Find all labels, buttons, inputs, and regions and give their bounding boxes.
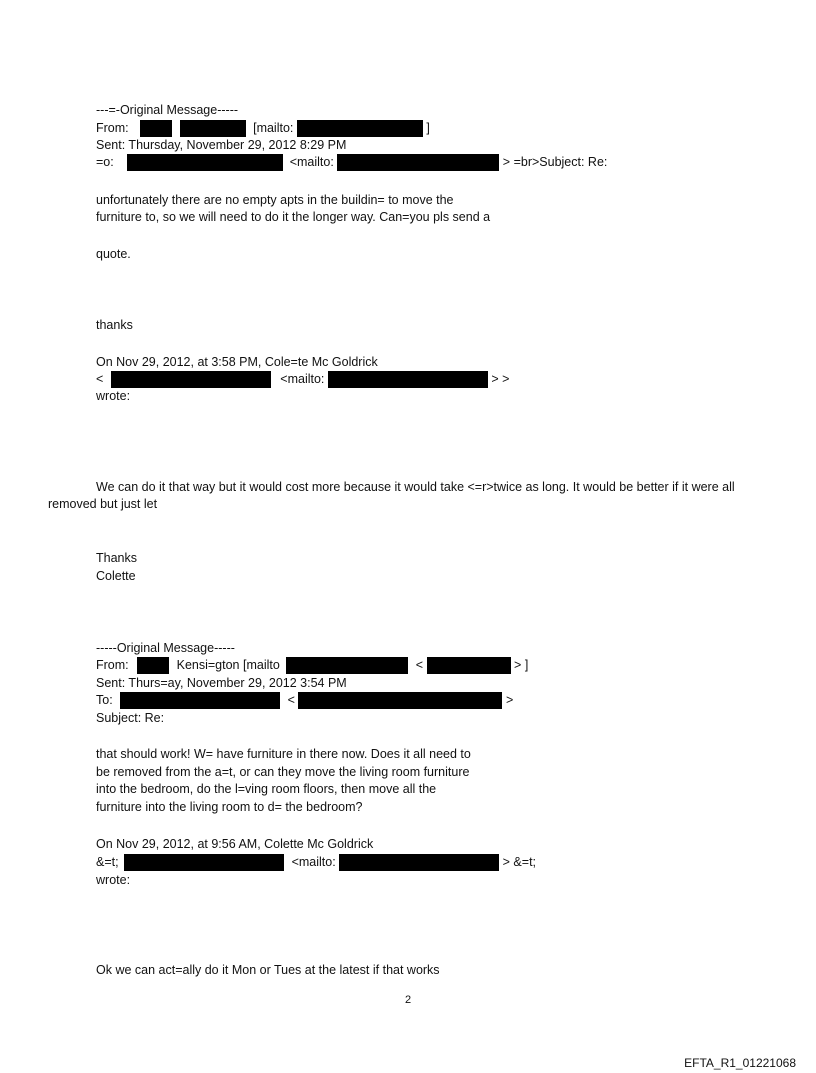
reply-line: Ok we can act=ally do it Mon or Tues at the latest if that works: [96, 963, 440, 977]
redaction-block: [297, 120, 423, 137]
body-line: furniture to, so we will need to do it the longer way. Can=you pls send a: [96, 210, 491, 224]
original-message-separator: ---=-Original Message-----: [96, 103, 239, 117]
redaction-block: [137, 657, 169, 674]
quote-gt: > &=t;: [502, 855, 537, 869]
redaction-block: [298, 692, 502, 709]
body-line: quote.: [96, 247, 131, 261]
quote-mailto: <mailto:: [291, 855, 336, 869]
body-line: furniture into the living room to d= the bedroom?: [96, 800, 363, 814]
to-tail: > =br>Subject: Re:: [502, 155, 608, 169]
quote-header: On Nov 29, 2012, at 3:58 PM, Cole=te Mc Goldrick: [96, 355, 378, 369]
redaction-block: [127, 154, 283, 171]
from-line: [96, 120, 430, 137]
redaction-block: [140, 120, 172, 137]
body-line: into the bedroom, do the l=ving room floors, then move all the: [96, 782, 437, 796]
to-line: [96, 154, 607, 171]
to-mailto: <mailto:: [289, 155, 334, 169]
quote-wrote: wrote:: [96, 389, 131, 403]
to-lt: <: [287, 693, 295, 707]
thanks-text: Thanks: [96, 551, 137, 565]
from-name: Kensi=gton [mailto: [176, 658, 280, 672]
redaction-block: [124, 854, 284, 871]
reply-paragraph-text: We can do it that way but it would cost more because it would take <=r>twice as long. It would be better if it were all removed but just let: [48, 480, 735, 511]
quote-header: On Nov 29, 2012, at 9:56 AM, Colette Mc Goldrick: [96, 837, 374, 851]
to-gt: >: [505, 693, 514, 707]
from-lt: <: [415, 658, 424, 672]
redaction-block: [328, 371, 488, 388]
redaction-block: [337, 154, 499, 171]
body-line: that should work! W= have furniture in there now. Does it all need to: [96, 747, 471, 761]
redaction-block: [180, 120, 246, 137]
redaction-block: [427, 657, 511, 674]
original-message-separator: -----Original Message-----: [96, 641, 235, 655]
from-line: [96, 657, 528, 674]
document-id: EFTA_R1_01221068: [684, 1056, 796, 1070]
sent-line: Sent: Thursday, November 29, 2012 8:29 PM: [96, 138, 347, 152]
quote-address-line: [96, 371, 509, 388]
to-label: To:: [96, 693, 113, 707]
mailto-close: ]: [426, 121, 430, 135]
redaction-block: [111, 371, 271, 388]
from-label: From:: [96, 121, 129, 135]
mailto-open: [mailto:: [253, 121, 294, 135]
quote-mailto: <mailto:: [280, 372, 325, 386]
reply-paragraph: [48, 479, 768, 513]
page-number: 2: [404, 994, 412, 1006]
thanks-text: thanks: [96, 318, 133, 332]
from-label: From:: [96, 658, 129, 672]
redaction-block: [339, 854, 499, 871]
subject-line: Subject: Re:: [96, 711, 165, 725]
quote-wrote: wrote:: [96, 873, 131, 887]
from-tail: > ]: [514, 658, 529, 672]
redaction-block: [120, 692, 280, 709]
to-line: [96, 692, 513, 709]
redaction-block: [286, 657, 408, 674]
body-line: be removed from the a=t, or can they move the living room furniture: [96, 765, 470, 779]
signature-name: Colette: [96, 569, 136, 583]
quote-lt: <: [96, 372, 104, 386]
quote-lt: &=t;: [96, 855, 119, 869]
body-line: unfortunately there are no empty apts in the buildin= to move the: [96, 193, 454, 207]
quote-gt: > >: [491, 372, 510, 386]
sent-line: Sent: Thurs=ay, November 29, 2012 3:54 PM: [96, 676, 347, 690]
quote-address-line: [96, 854, 536, 871]
to-label: =o:: [96, 155, 114, 169]
